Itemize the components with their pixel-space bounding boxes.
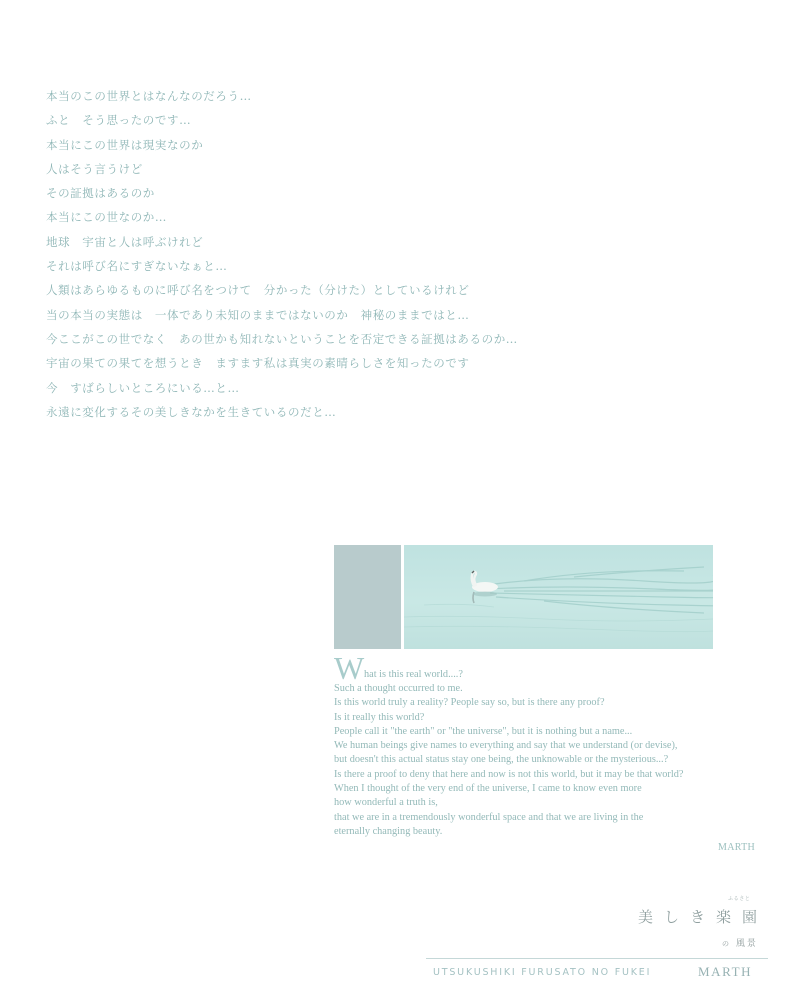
english-signature: MARTH	[718, 842, 756, 853]
english-poem-line: Is there a proof to deny that here and now is not this world, but it may be that world?	[334, 768, 684, 780]
footer-divider	[426, 958, 768, 959]
english-poem-line: We human beings give names to everything and say that we understand (or devise),	[334, 740, 678, 752]
jp-poem-line: 人はそう言うけど	[46, 161, 143, 176]
jp-poem-line: 当の本当の実態は 一体であり未知のままではないのか 神秘のままではと…	[46, 307, 470, 322]
footer-brand: MARTH	[698, 964, 753, 979]
jp-poem-line: 今 すばらしいところにいる…と…	[46, 380, 240, 395]
jp-poem-line: 本当のこの世界とはなんなのだろう…	[46, 89, 252, 103]
logo-subtitle	[722, 936, 758, 949]
swan-icon	[472, 571, 498, 603]
logo-title: 美しき楽園	[638, 908, 769, 926]
english-poem-line: Such a thought occurred to me.	[334, 683, 463, 694]
footer-series-title: UTSUKUSHIKI FURUSATO NO FUKEI	[433, 967, 652, 978]
jp-poem-line: それは呼び名にすぎないなぁと…	[46, 259, 228, 274]
photo-block	[334, 545, 714, 649]
english-poem-line: but doesn't this actual status stay one being, the unknowable or the mysterious...?	[334, 754, 669, 766]
swan-lake-photo	[404, 545, 713, 649]
jp-poem-line: ふと そう思ったのです…	[46, 113, 192, 128]
logo-subtitle-no: の	[722, 940, 731, 948]
japanese-poem	[46, 84, 646, 424]
jp-poem-line: 本当にこの世なのか…	[46, 210, 167, 225]
gray-color-panel	[334, 545, 401, 649]
jp-poem-line: 本当にこの世界は現実なのか	[46, 137, 204, 152]
english-poem-line: that we are in a tremendously wonderful space and that we are living in the	[334, 811, 644, 823]
english-poem-line: how wonderful a truth is,	[334, 797, 438, 809]
english-poem-line: Is it really this world?	[334, 711, 425, 723]
drop-cap: W	[334, 650, 365, 686]
jp-poem-line: 地球 宇宙と人は呼ぶけれど	[46, 234, 204, 249]
jp-poem-line: 今ここがこの世でなく あの世かも知れないということを否定できる証拠はあるのか…	[46, 331, 518, 346]
english-first-line	[334, 650, 784, 686]
jp-poem-line: 人類はあらゆるものに呼び名をつけて 分かった（分けた）としているけれど	[46, 283, 470, 298]
jp-poem-line: その証拠はあるのか	[46, 186, 155, 201]
english-lines	[334, 682, 784, 839]
english-poem-line: People call it "the earth" or "the universe", but it is nothing but a name...	[334, 725, 633, 737]
english-poem-line: eternally changing beauty.	[334, 825, 443, 837]
english-poem-line: Is this world truly a reality? People say so, but is there any proof?	[334, 697, 605, 709]
jp-poem-line: 宇宙の果ての果てを想うとき ますます私は真実の素晴らしさを知ったのです	[46, 356, 470, 371]
swan-lake-illustration	[404, 545, 713, 649]
logo-ruby-text: ふるさと	[728, 896, 751, 902]
english-first-line-text: hat is this real world....?	[364, 669, 463, 680]
english-poem-line: When I thought of the very end of the universe, I came to know even more	[334, 783, 642, 795]
jp-poem-line: 永遠に変化するその美しきなかを生きているのだと…	[46, 404, 337, 419]
logo-subtitle-fukei: 風景	[735, 939, 758, 949]
english-poem	[334, 650, 784, 839]
